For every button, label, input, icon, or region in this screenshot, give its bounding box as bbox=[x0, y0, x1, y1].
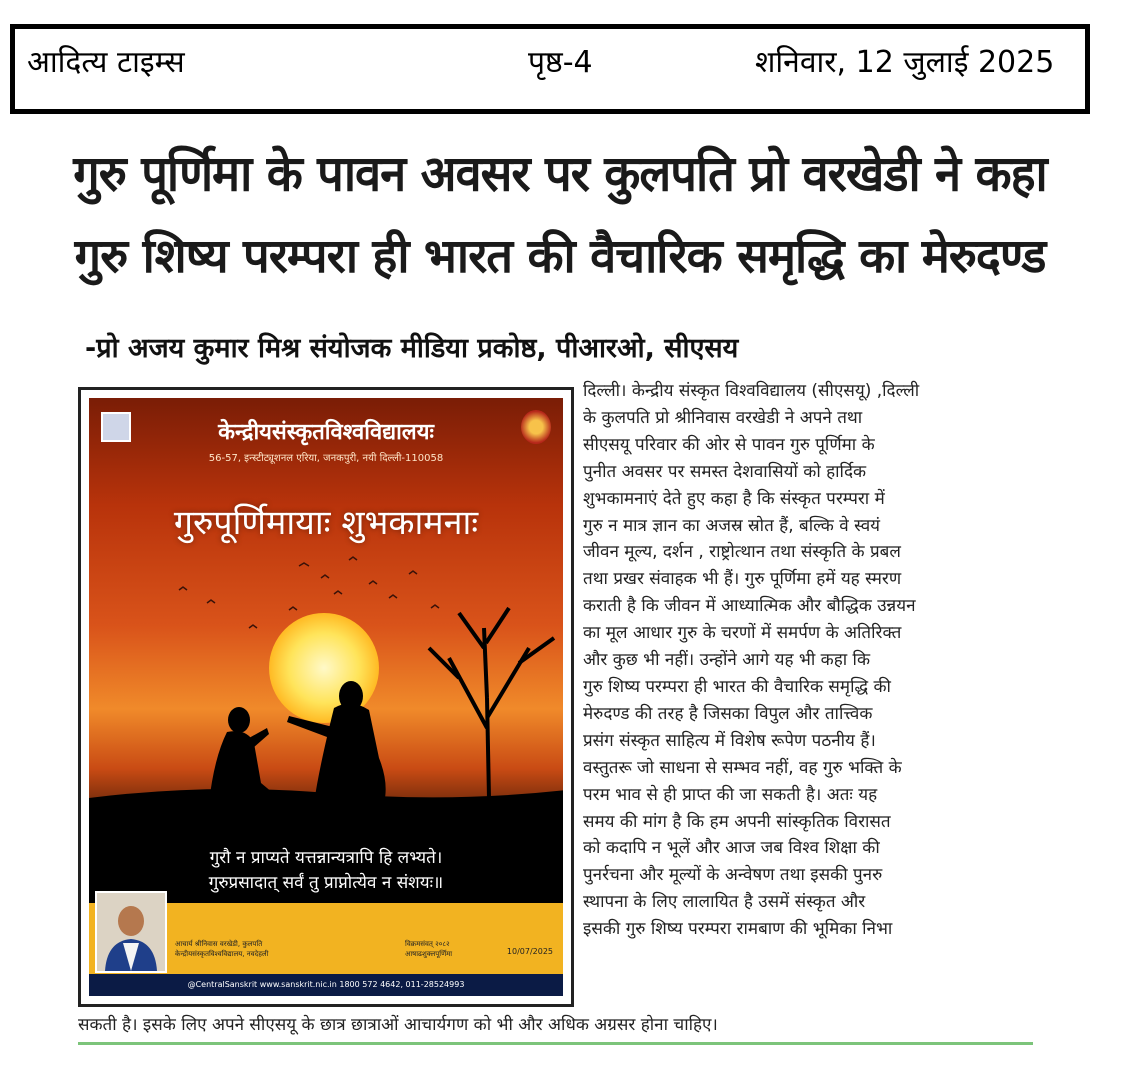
masthead bbox=[10, 24, 1090, 114]
newspaper-name: आदित्य टाइम्स bbox=[27, 45, 185, 80]
article-line: कराती है कि जीवन में आध्यात्मिक और बौद्धिक उन्नयन bbox=[583, 596, 916, 617]
headline-line-1: गुरु पूर्णिमा के पावन अवसर पर कुलपति प्रो वरखेडी ने कहा bbox=[73, 145, 1047, 204]
article-body bbox=[583, 378, 1035, 943]
article-last-line: सकती है। इसके लिए अपने सीएसयू के छात्र छात्राओं आचार्यगण को भी और अधिक अग्रसर होना चाहिए। bbox=[78, 1015, 718, 1035]
article-line: मेरुदण्ड की तरह है जिसका विपुल और तात्त्विक bbox=[583, 703, 873, 724]
article-line: को कदापि न भूलें और आज जब विश्व शिक्षा की bbox=[583, 838, 880, 859]
article-line: शुभकामनाएं देते हुए कहा है कि संस्कृत परम्परा में bbox=[583, 488, 885, 509]
disciple-silhouette bbox=[209, 707, 279, 803]
article-line: पुनीत अवसर पर समस्त देशवासियों को हार्दिक bbox=[583, 461, 867, 482]
poster-greeting: गुरुपूर्णिमायाः शुभकामनाः bbox=[173, 503, 479, 543]
person-portrait-icon bbox=[97, 893, 165, 971]
vice-chancellor-photo bbox=[95, 891, 167, 973]
article-line: दिल्ली। केन्द्रीय संस्कृत विश्वविद्यालय (सीएसयू) ,दिल्ली bbox=[583, 381, 920, 401]
article-line: गुरु न मात्र ज्ञान का अजस्र स्रोत हैं, बल्कि वे स्वयं bbox=[583, 515, 881, 536]
guru-silhouette bbox=[287, 681, 386, 803]
poster-footer-contacts: @CentralSanskrit www.sanskrit.nic.in 1800 572 4642, 011-28524993 bbox=[89, 974, 563, 996]
bottom-divider bbox=[78, 1042, 1033, 1045]
article-line: सीएसयू परिवार की ओर से पावन गुरु पूर्णिमा के bbox=[583, 434, 875, 455]
poster-band-name: आचार्य श्रीनिवास वरखेडी, कुलपति केन्द्रीयसंस्कृतविश्वविद्यालय, नवदेहली bbox=[175, 940, 269, 958]
article-line: गुरु शिष्य परम्परा ही भारत की वैचारिक समृद्धि की bbox=[583, 676, 891, 697]
tree-silhouette bbox=[429, 608, 554, 798]
poster-university-name: केन्द्रीयसंस्कृतविश्वविद्यालयः bbox=[218, 420, 434, 445]
article-line: और कुछ भी नहीं। उन्होंने आगे यह भी कहा कि bbox=[583, 650, 871, 671]
poster-sanskrit-verse bbox=[89, 846, 563, 896]
headline-line-2: गुरु शिष्य परम्परा ही भारत की वैचारिक समृद्धि का मेरुदण्ड bbox=[74, 229, 1046, 284]
article-line: वस्तुतरू जो साधना से सम्भव नहीं, वह गुरु भक्ति के bbox=[583, 757, 902, 778]
article-line: परम भाव से ही प्राप्त की जा सकती है। अतः यह bbox=[583, 784, 878, 805]
birds-icon bbox=[179, 557, 439, 628]
poster-band-samvat: विक्रमसंवत् २०८२ आषाढशुक्लपूर्णिमा bbox=[405, 940, 453, 958]
article-line: इसकी गुरु शिष्य परम्परा रामबाण की भूमिका निभा bbox=[583, 919, 893, 940]
issue-date: शनिवार, 12 जुलाई 2025 bbox=[755, 45, 1055, 80]
greeting-poster-image bbox=[78, 387, 574, 1007]
article-line: तथा प्रखर संवाहक भी हैं। गुरु पूर्णिमा हमें यह स्मरण bbox=[583, 569, 902, 590]
article-line: का मूल आधार गुरु के चरणों में समर्पण के अतिरिक्त bbox=[583, 623, 902, 644]
article-line: पुनर्रचना और मूल्यों के अन्वेषण तथा इसकी पुनरु bbox=[583, 865, 883, 886]
byline: -प्रो अजय कुमार मिश्र संयोजक मीडिया प्रकोष्ठ, पीआरओ, सीएसय bbox=[85, 333, 739, 364]
verse-line-2: गुरुप्रसादात् सर्वं तु प्राप्नोत्येव न संशयः॥ bbox=[208, 873, 444, 893]
poster-background bbox=[89, 398, 563, 996]
article-line: प्रसंग संस्कृत साहित्य में विशेष रूपेण पठनीय हैं। bbox=[583, 730, 876, 751]
article-line: के कुलपति प्रो श्रीनिवास वरखेडी ने अपने तथा bbox=[583, 407, 863, 428]
article-line: समय की मांग है कि हम अपनी सांस्कृतिक विरासत bbox=[583, 811, 891, 832]
page-number: पृष्ठ-4 bbox=[528, 45, 593, 80]
poster-address: 56-57, इन्स्टीट्यूशनल एरिया, जनकपुरी, नयी दिल्ली-110058 bbox=[208, 453, 444, 464]
poster-band-date: 10/07/2025 bbox=[506, 947, 553, 956]
article-line: स्थापना के लिए लालायित है उसमें संस्कृत और bbox=[583, 892, 866, 913]
verse-line-1: गुरौ न प्राप्यते यत्तन्नान्यत्रापि हि लभ्यते। bbox=[209, 848, 443, 868]
poster-info-band bbox=[89, 903, 563, 978]
article-line: जीवन मूल्य, दर्शन , राष्ट्रोत्थान तथा संस्कृति के प्रबल bbox=[583, 542, 901, 563]
